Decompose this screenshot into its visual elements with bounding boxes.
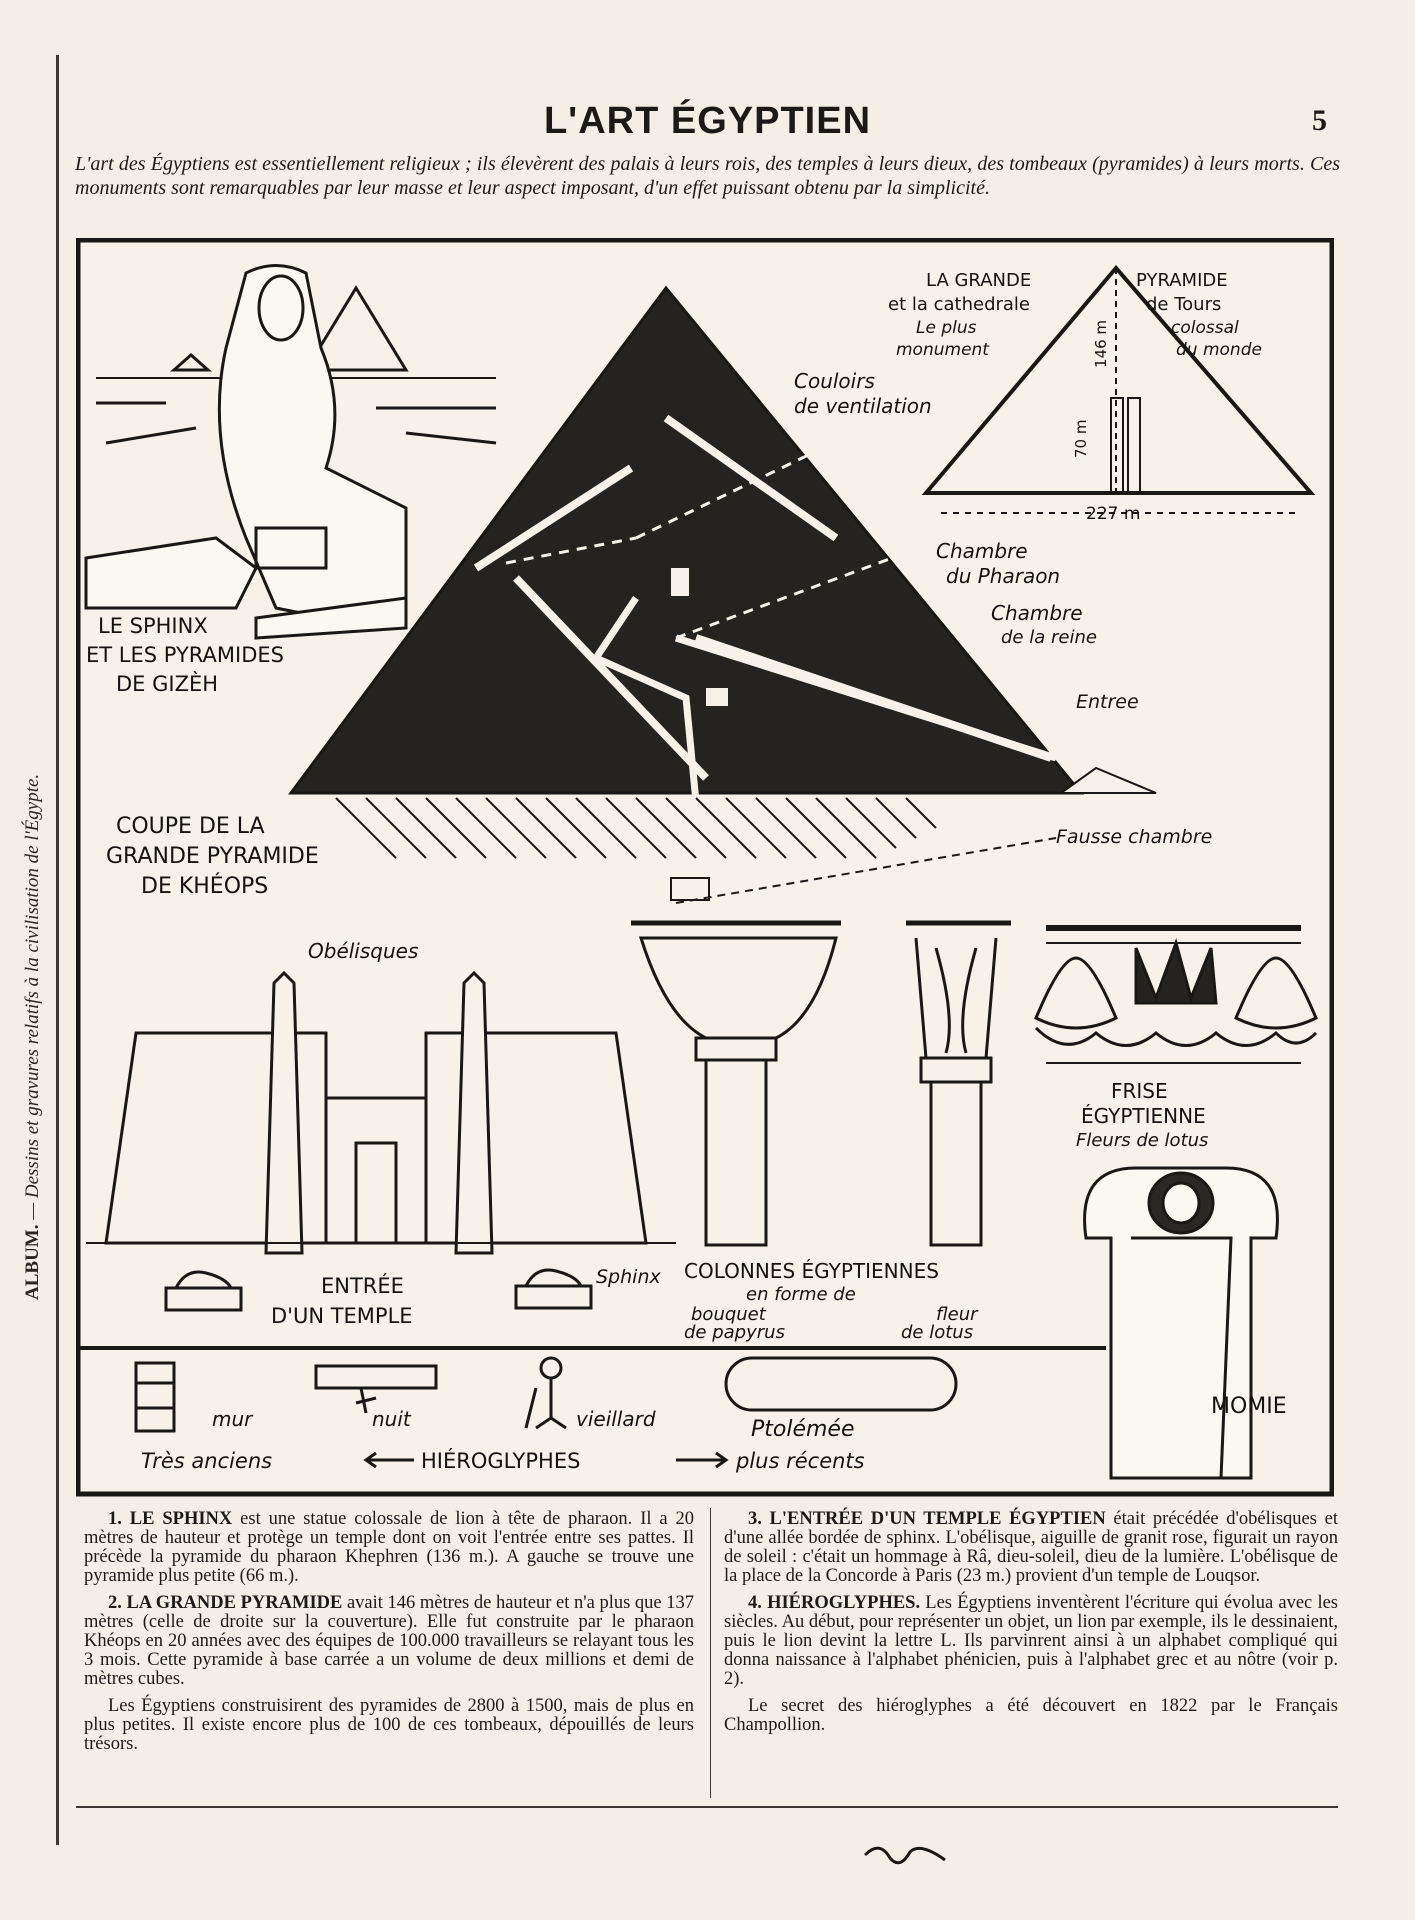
mummy-drawing [1085,1168,1278,1478]
compare-right-1: PYRAMIDE [1136,270,1228,291]
column-divider [710,1508,711,1798]
hiero-word-night: nuit [372,1407,411,1431]
frieze-label-2: ÉGYPTIENNE [1081,1104,1206,1128]
compare-right-3: colossal [1171,318,1239,338]
paragraph-sphinx-lead: 1. LE SPHINX [108,1509,233,1529]
queen-chamber-label-1: Chambre [991,601,1083,625]
hiero-line-right: plus récents [736,1449,865,1473]
paragraph-hieroglyphs-body: Les Égyptiens inventèrent l'écriture qui évolua avec les siècles. Au début, pour représenter un objet, un lion par exemple, ils le dessinaient, puis le lion devint la lettre L. Ils parvinrent ainsi à un alphabet compliqué qui donna naissance à l'alphabet phénicien, puis à l'alphabet grec et au nôtre (voir p. 2). [724,1593,1338,1689]
pen-squiggle [860,1840,950,1870]
compare-left-3: Le plus [916,318,977,338]
compare-left-4: monument [896,340,989,360]
side-caption [22,530,44,1300]
dim-cathedral: 70 m [1072,419,1090,458]
compare-right-2: de Tours [1146,294,1222,315]
side-caption-italic: — Dessins et gravures relatifs à la civilisation de l'Égypte. [22,773,43,1220]
paragraph-sphinx [84,1510,694,1586]
illustration-plate [76,238,1334,1498]
margin-rule [56,55,59,1845]
paragraph-hieroglyphs-lead: 4. HIÉROGLYPHES. [748,1593,921,1613]
columns-label-2: en forme de [746,1284,856,1305]
hiero-word-wall: mur [212,1407,253,1431]
columns-label-3: bouquet [691,1304,766,1325]
paragraph-temple-lead: 3. L'ENTRÉE D'UN TEMPLE ÉGYPTIEN [748,1509,1106,1529]
paragraph-pyramid-lead: 2. LA GRANDE PYRAMIDE [108,1593,343,1613]
text-column-right [724,1510,1338,1743]
section-label-1: COUPE DE LA [116,814,265,839]
bottom-rule [76,1806,1338,1808]
paragraph-temple [724,1510,1338,1586]
paragraph-temple-body: était précédée d'obélisques et d'une allée bordée de sphinx. L'obélisque, aiguille de granit rose, figurait un rayon de soleil : c'était un hommage à Râ, dieu-soleil, dieu de la lumière. L'obélisque de la place de la Concorde à Paris (23 m.) provient d'un temple de Louqsor. [724,1509,1338,1586]
paragraph-hieroglyphs [724,1594,1338,1689]
compare-left-1: LA GRANDE [926,270,1032,291]
paragraph-pyramid-body: avait 146 mètres de hauteur et n'a plus que 137 mètres (celle de droite sur la couverture). Elle fut construite par le pharaon Khéops en 20 années avec des équipes de 100.000 travailleurs se relayant tous les 3 mois. Cette pyramide à base carrée a un volume de deux millions et demi de mètres cubes. [84,1593,694,1689]
compare-left-2: et la cathedrale [888,294,1031,315]
columns-label-4: de papyrus [684,1322,785,1343]
columns-label-5: fleur [936,1304,978,1325]
pharaoh-chamber-label-1: Chambre [936,539,1028,563]
sphinx-label-2: ET LES PYRAMIDES [86,643,284,667]
false-chamber-label: Fausse chambre [1056,826,1213,848]
text-column-left [84,1510,694,1762]
mummy-label: MOMIE [1211,1394,1287,1419]
paragraph-pyramids-history: Les Égyptiens construisirent des pyramides de 2800 à 1500, mais de plus en plus petites. Il existe encore plus de 100 de ces tombeaux, dépouillés de leurs trésors. [84,1696,694,1754]
page-title: L'ART ÉGYPTIEN [543,100,872,142]
columns-label-6: de lotus [901,1322,974,1343]
side-caption-bold: ALBUM. [22,1224,43,1300]
dim-height: 146 m [1092,319,1110,368]
sphinx-small-label: Sphinx [596,1266,661,1288]
ventilation-label-2: de ventilation [794,394,932,418]
frieze-label-1: FRISE [1111,1079,1168,1103]
hiero-line-left: Très anciens [141,1449,273,1473]
sphinx-label-3: DE GIZÈH [116,672,219,696]
paragraph-pyramid [84,1594,694,1689]
temple-label-1: ENTRÉE [321,1274,404,1298]
hiero-line-center: HIÉROGLYPHES [421,1449,581,1473]
compare-right-4: du monde [1176,340,1262,360]
sphinx-label-1: LE SPHINX [98,614,208,638]
columns-label-1: COLONNES ÉGYPTIENNES [684,1259,939,1283]
section-label-3: DE KHÉOPS [141,874,269,899]
illustration-svg [76,238,1334,1498]
section-label-2: GRANDE PYRAMIDE [106,844,319,869]
entrance-label: Entree [1076,691,1139,713]
temple-label-2: D'UN TEMPLE [271,1304,413,1328]
paragraph-sphinx-body: est une statue colossale de lion à tête de pharaon. Il a 20 mètres de hauteur et protège un temple dont on voit l'entrée entre ses pattes. Il précède la pyramide du pharaon Khephren (136 m.). A gauche se trouve une pyramide plus petite (66 m.). [84,1509,695,1586]
intro-paragraph: L'art des Égyptiens est essentiellement religieux ; ils élevèrent des palais à leurs rois, des temples à leurs dieux, des tombeaux (pyramides) à leurs morts. Ces monuments sont remarquables par leur masse et leur aspect imposant, d'un effet puissant obtenu par la simplicité. [75,153,1340,199]
frieze-label-3: Fleurs de lotus [1076,1130,1209,1151]
page-number: 5 [1312,104,1327,137]
dim-base: 227 m [1086,504,1141,524]
hiero-word-ptolemy: Ptolémée [751,1417,855,1442]
hiero-word-old-man: vieillard [576,1407,656,1431]
paragraph-champollion: Le secret des hiéroglyphes a été découvert en 1822 par le Français Champollion. [724,1696,1338,1735]
obelisks-label: Obélisques [308,939,419,963]
ventilation-label-1: Couloirs [794,369,875,393]
queen-chamber-label-2: de la reine [1001,627,1097,648]
pharaoh-chamber-label-2: du Pharaon [946,564,1061,588]
